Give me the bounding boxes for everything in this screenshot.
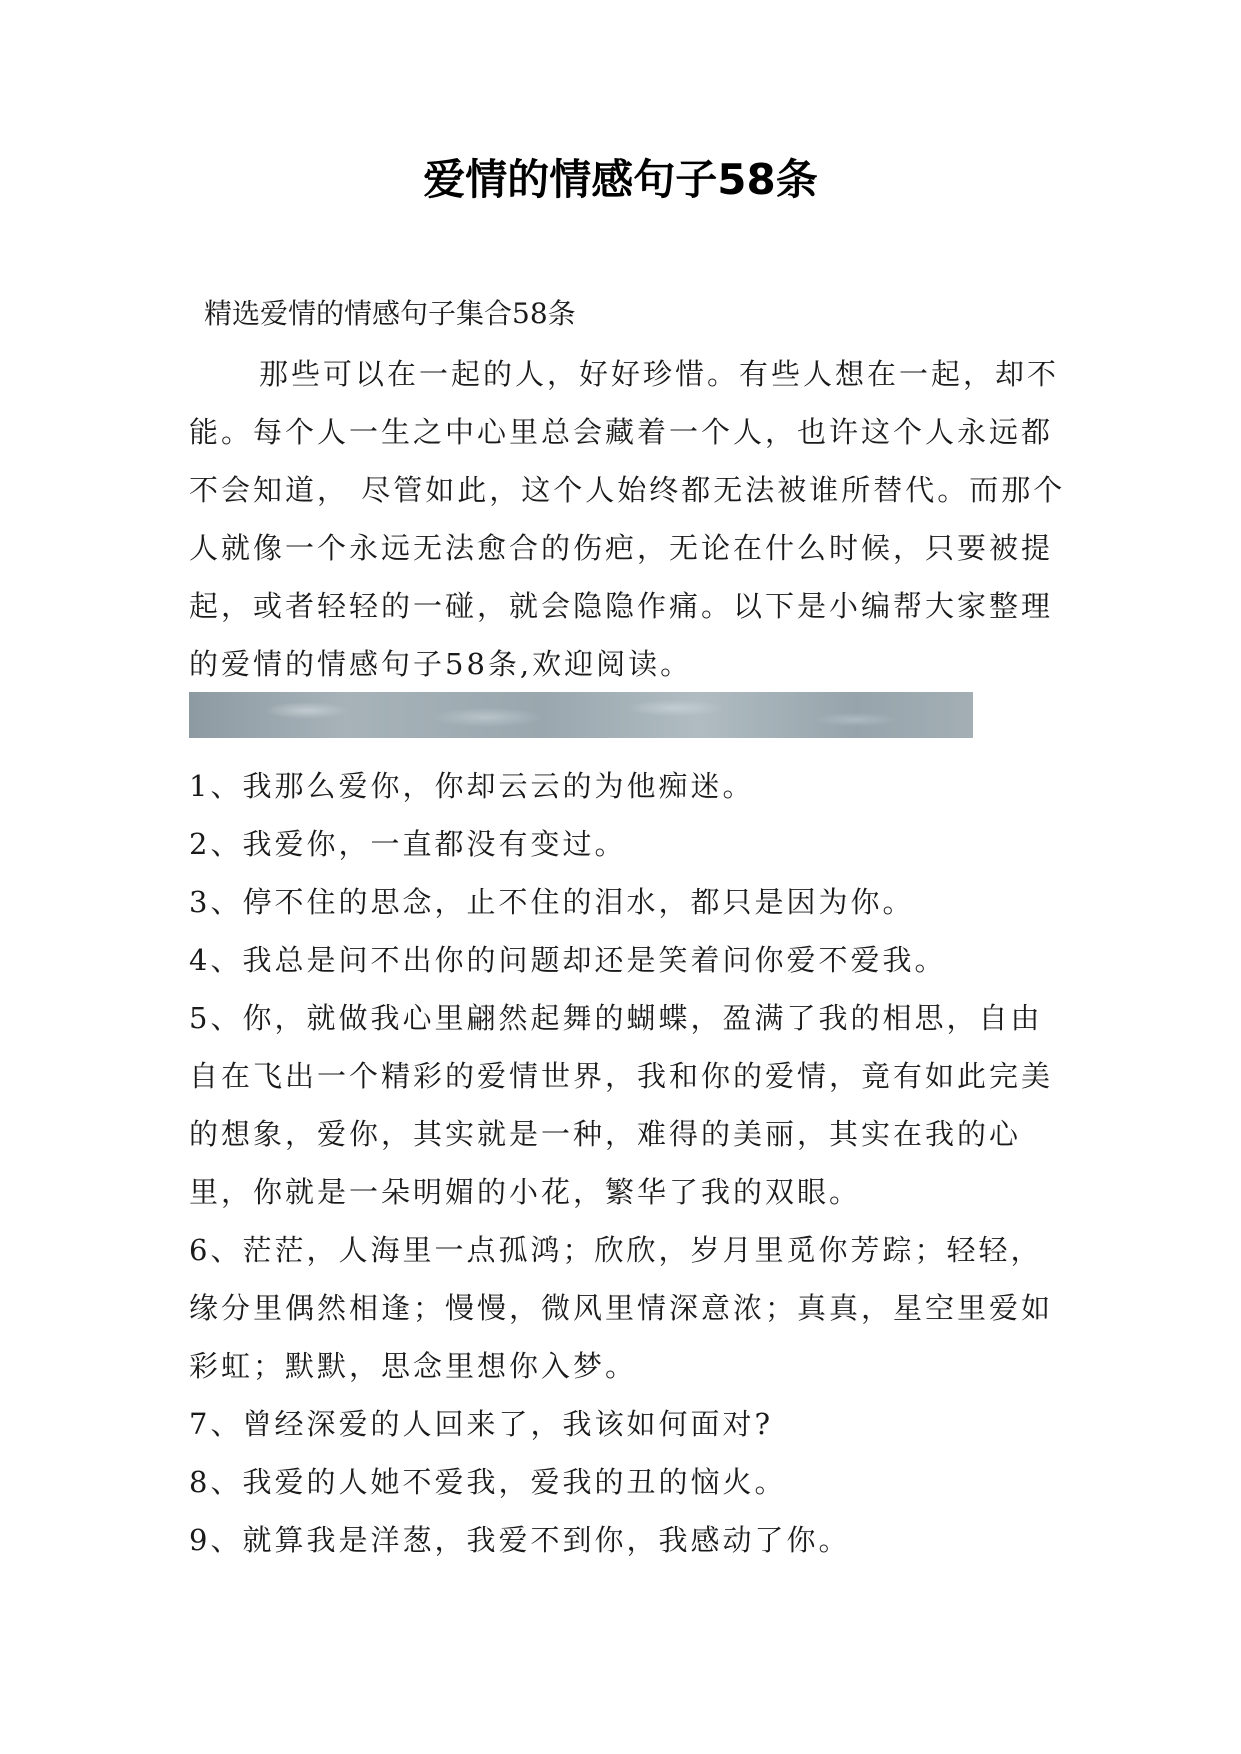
- list-item: 1、我那么爱你，你却云云的为他痴迷。: [189, 769, 755, 803]
- list-item: 9、就算我是洋葱，我爱不到你，我感动了你。: [189, 1523, 851, 1557]
- list-item: 6、茫茫，人海里一点孤鸿；欣欣，岁月里觅你芳踪；轻轻，缘分里偶然相逢；慢慢，微风里情深意浓；真真，星空里爱如彩虹；默默，思念里想你入梦。: [189, 1233, 1054, 1383]
- intro-paragraph: 那些可以在一起的人，好好珍惜。有些人想在一起，却不能。每个人一生之中心里总会藏着一个人，也许这个人永远都不会知道， 尽管如此，这个人始终都无法被谁所替代。而那个人就像一个永远无法愈合的伤疤，无论在什么时候，只要被提起，或者轻轻的一碰，就会隐隐作痛。以下是小编帮大家整理的爱情的情感句子58条,欢迎阅读。: [189, 357, 1066, 681]
- list-item: 5、你，就做我心里翩然起舞的蝴蝶，盈满了我的相思，自由自在飞出一个精彩的爱情世界，我和你的爱情，竟有如此完美的想象，爱你，其实就是一种，难得的美丽，其实在我的心里，你就是一朵明媚的小花，繁华了我的双眼。: [189, 1001, 1054, 1209]
- decorative-image: [189, 692, 973, 738]
- list-item: 4、我总是问不出你的问题却还是笑着问你爱不爱我。: [189, 943, 947, 977]
- page-title: 爱情的情感句子58条: [423, 155, 818, 204]
- list-item: 8、我爱的人她不爱我，爱我的丑的恼火。: [189, 1465, 787, 1499]
- list-item: 3、停不住的思念，止不住的泪水，都只是因为你。: [189, 885, 915, 919]
- subtitle: 精选爱情的情感句子集合58条: [204, 297, 576, 330]
- sentence-list: [189, 757, 1069, 1569]
- list-item: 2、我爱你，一直都没有变过。: [189, 827, 627, 861]
- list-item: 7、曾经深爱的人回来了，我该如何面对?: [189, 1407, 773, 1441]
